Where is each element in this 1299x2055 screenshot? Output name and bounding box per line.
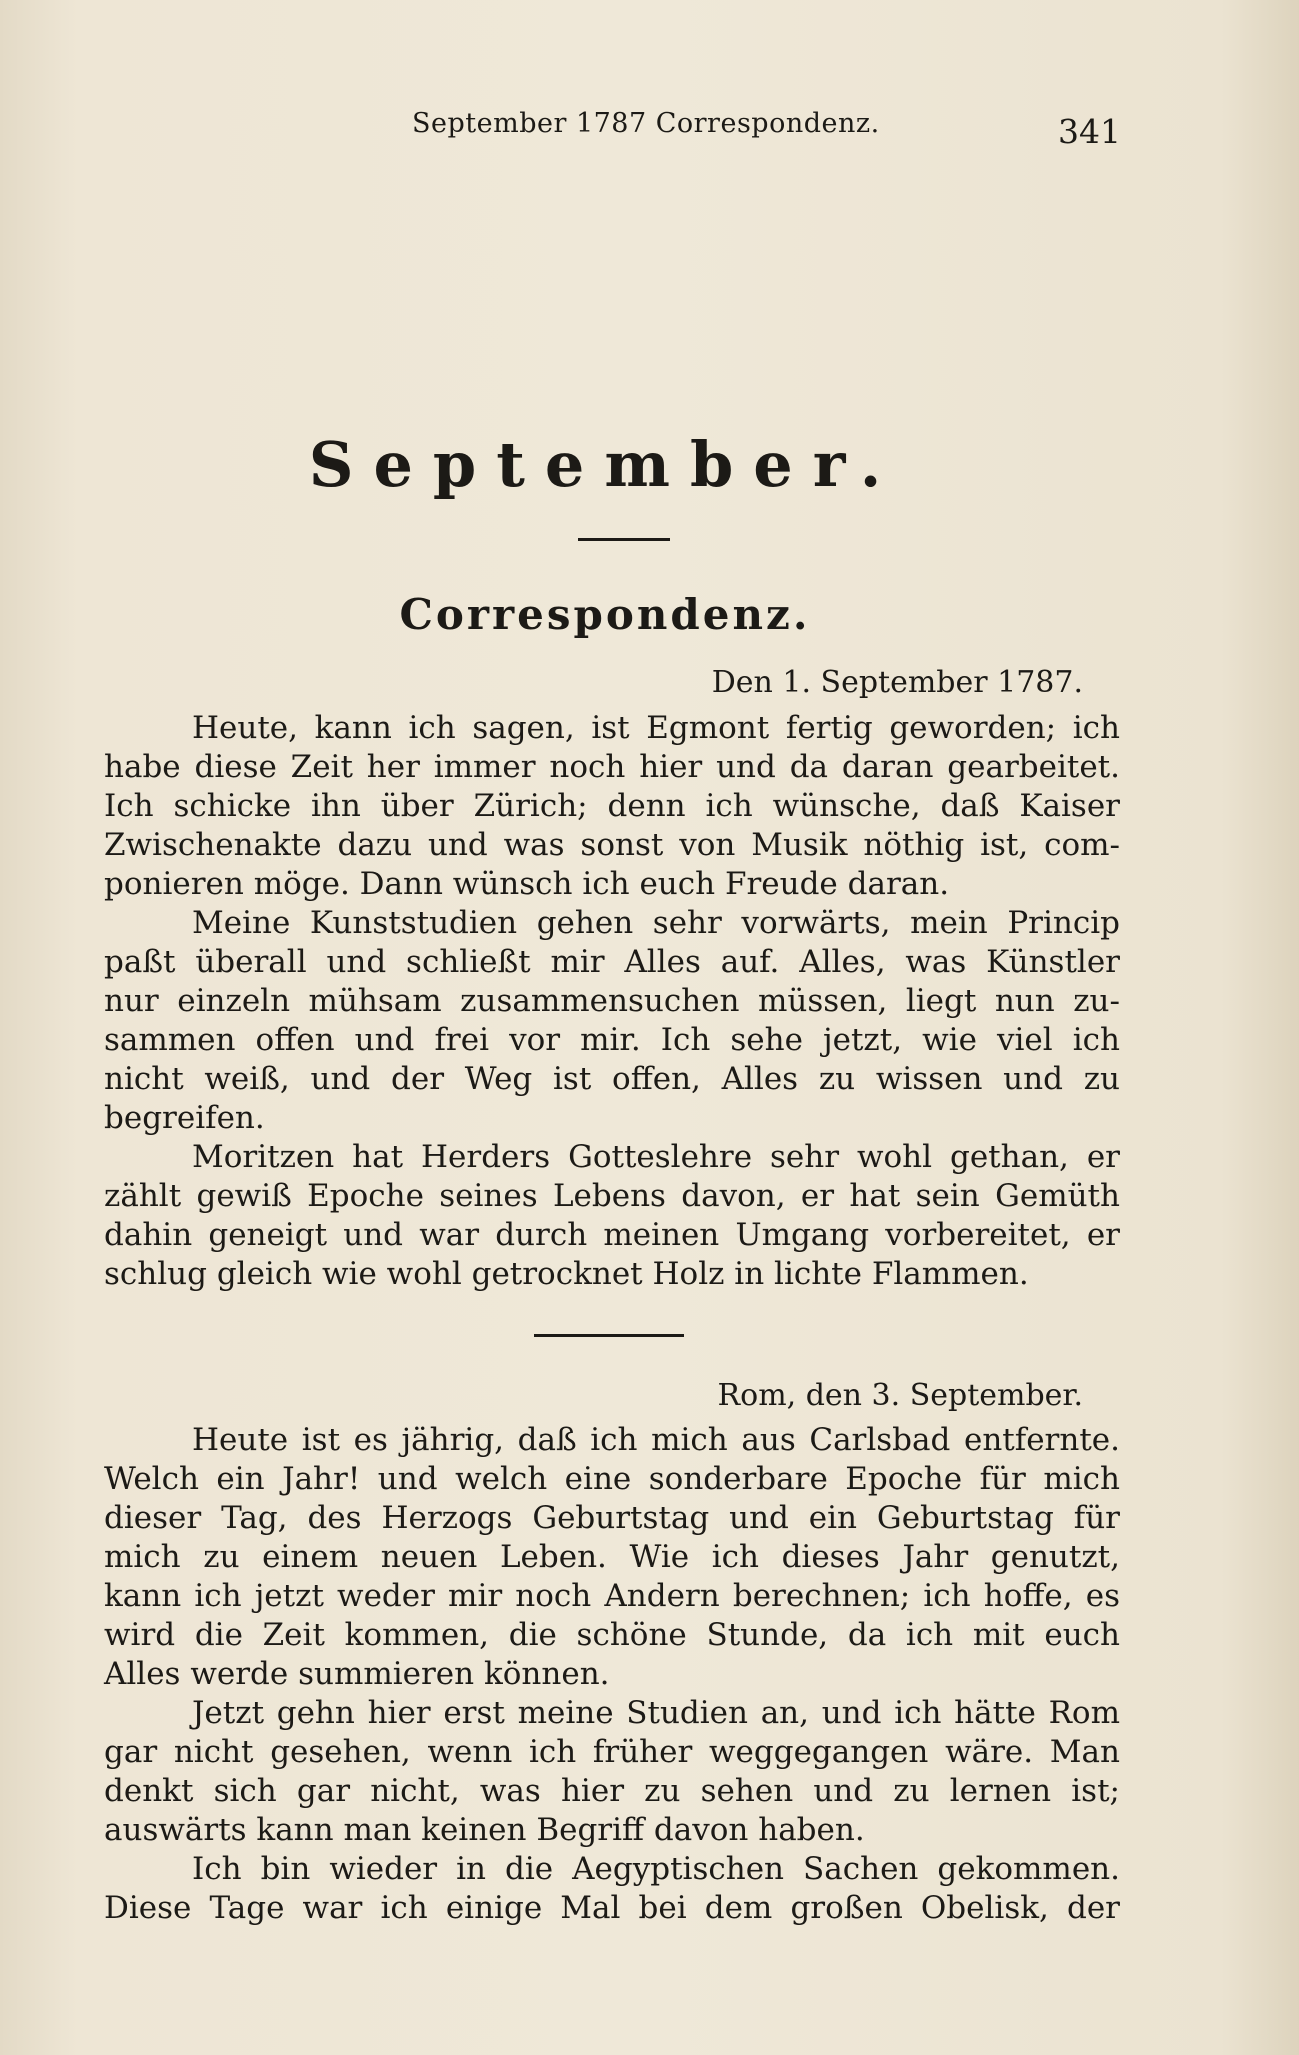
- text-line: Meine Kunststudien gehen sehr vorwärts, mein Princip: [192, 905, 1120, 941]
- text-line: paßt überall und schließt mir Alles auf. Alles, was Künstler: [104, 944, 1120, 980]
- subheading: Correspondenz.: [399, 590, 811, 639]
- text-line: schlug gleich wie wohl getrocknet Holz in lichte Flammen.: [104, 1256, 1029, 1292]
- page-number: 341: [1058, 112, 1121, 151]
- text-line: dahin geneigt und war durch meinen Umgang vorbereitet, er: [104, 1217, 1120, 1253]
- text-line: habe diese Zeit her immer noch hier und da daran gearbeitet.: [104, 749, 1120, 785]
- letter-1-body: [104, 709, 1120, 1294]
- text-line: nicht weiß, und der Weg ist offen, Alles zu wissen und zu: [104, 1061, 1120, 1097]
- text-line: auswärts kann man keinen Begriff davon haben.: [104, 1812, 865, 1848]
- letter-divider: [534, 1334, 684, 1337]
- text-line: Ich schicke ihn über Zürich; denn ich wünsche, daß Kaiser: [104, 788, 1120, 824]
- text-line: Diese Tage war ich einige Mal bei dem großen Obelisk, der: [104, 1890, 1120, 1926]
- running-head: September 1787 Correspondenz.: [412, 108, 880, 139]
- text-line: kann ich jetzt weder mir noch Andern berechnen; ich hoffe, es: [104, 1578, 1120, 1614]
- text-line: zählt gewiß Epoche seines Lebens davon, er hat sein Gemüth: [104, 1178, 1120, 1214]
- text-line: gar nicht gesehen, wenn ich früher weggegangen wäre. Man: [104, 1734, 1120, 1770]
- text-line: sammen offen und frei vor mir. Ich sehe jetzt, wie viel ich: [104, 1022, 1120, 1058]
- text-line: wird die Zeit kommen, die schöne Stunde, da ich mit euch: [104, 1617, 1120, 1653]
- text-line: denkt sich gar nicht, was hier zu sehen und zu lernen ist;: [104, 1773, 1120, 1809]
- text-line: Heute, kann ich sagen, ist Egmont fertig geworden; ich: [192, 710, 1120, 746]
- text-line: nur einzeln mühsam zusammensuchen müssen, liegt nun zu-: [104, 983, 1120, 1019]
- text-line: Welch ein Jahr! und welch eine sonderbare Epoche für mich: [104, 1461, 1120, 1497]
- text-line: mich zu einem neuen Leben. Wie ich dieses Jahr genutzt,: [104, 1539, 1120, 1575]
- letter-1-dateline: Den 1. September 1787.: [711, 665, 1083, 700]
- section-title: September.: [308, 428, 902, 501]
- text-line: Alles werde summieren können.: [104, 1656, 610, 1692]
- text-line: begreifen.: [104, 1100, 265, 1136]
- text-line: Zwischenakte dazu und was sonst von Musik nöthig ist, com-: [104, 827, 1120, 863]
- text-line: dieser Tag, des Herzogs Geburtstag und ein Geburtstag für: [104, 1500, 1120, 1536]
- text-line: Jetzt gehn hier erst meine Studien an, und ich hätte Rom: [192, 1695, 1120, 1731]
- letter-2-dateline: Rom, den 3. September.: [717, 1378, 1083, 1413]
- title-divider: [578, 538, 670, 541]
- text-line: Ich bin wieder in die Aegyptischen Sachen gekommen.: [192, 1851, 1120, 1887]
- text-line: Heute ist es jährig, daß ich mich aus Carlsbad entfernte.: [192, 1422, 1120, 1458]
- text-line: Moritzen hat Herders Gotteslehre sehr wohl gethan, er: [192, 1139, 1120, 1175]
- letter-2-body: [104, 1421, 1120, 1928]
- text-line: ponieren möge. Dann wünsch ich euch Freude daran.: [104, 866, 950, 902]
